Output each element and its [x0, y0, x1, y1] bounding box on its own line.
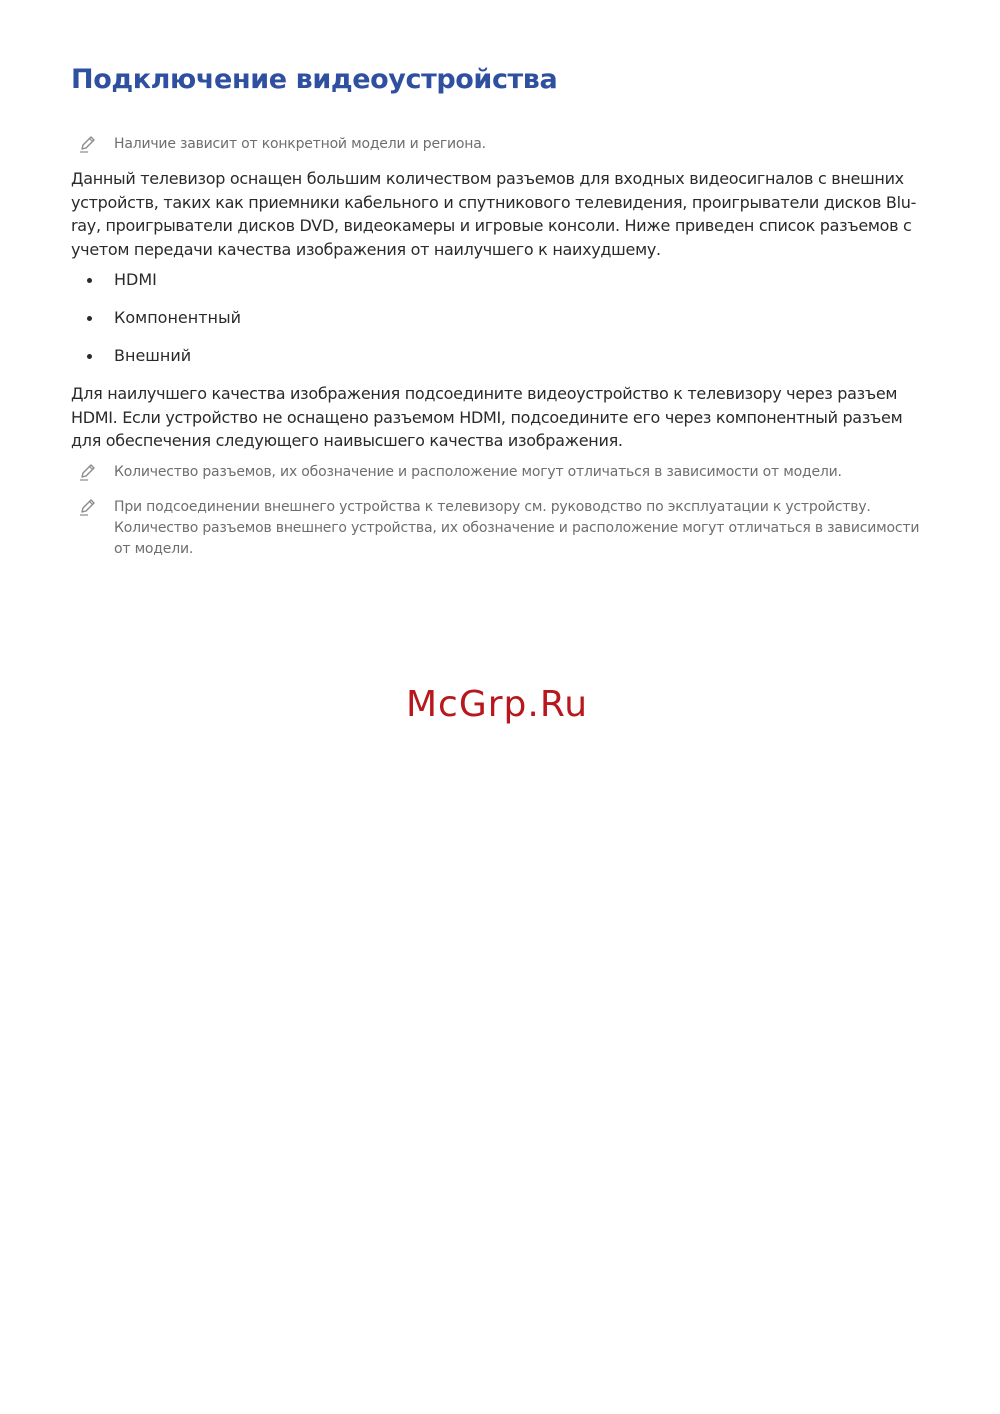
- connector-label: Внешний: [114, 346, 192, 365]
- intro-paragraph: Данный телевизор оснащен большим количеством разъемов для входных видеосигналов с внешних устройств, таких как приемники кабельного и спутникового телевидения, проигрыватели дисков Blu-ray, проигрыватели дисков DVD, видеокамеры и игровые консоли. Ниже приведен список разъемов с учетом передачи качества изображения от наилучшего к наихудшему.: [71, 169, 917, 259]
- bullet-icon: [87, 354, 92, 359]
- connector-label: HDMI: [114, 270, 157, 289]
- page-title: Подключение видеоустройства: [71, 64, 558, 95]
- note-text: Количество разъемов, их обозначение и расположение могут отличаться в зависимости от модели.: [114, 464, 842, 480]
- recommendation-paragraph: Для наилучшего качества изображения подсоедините видеоустройство к телевизору через разъем HDMI. Если устройство не оснащено разъемом HDMI, подсоедините его через компонентный разъем для обеспечения следующего наивысшего качества изображения.: [71, 384, 903, 450]
- pencil-icon: [78, 134, 98, 154]
- bullet-icon: [87, 316, 92, 321]
- bullet-icon: [87, 278, 92, 283]
- note-text: При подсоединении внешнего устройства к телевизору см. руководство по эксплуатации к устройству. Количество разъемов внешнего устройства, их обозначение и расположение могут отличаться в зависимости от модели.: [114, 499, 920, 557]
- connector-label: Компонентный: [114, 308, 242, 327]
- pencil-icon: [78, 497, 98, 517]
- pencil-icon: [78, 462, 98, 482]
- note-text: Наличие зависит от конкретной модели и региона.: [114, 136, 486, 152]
- watermark: McGrp.Ru: [406, 684, 589, 725]
